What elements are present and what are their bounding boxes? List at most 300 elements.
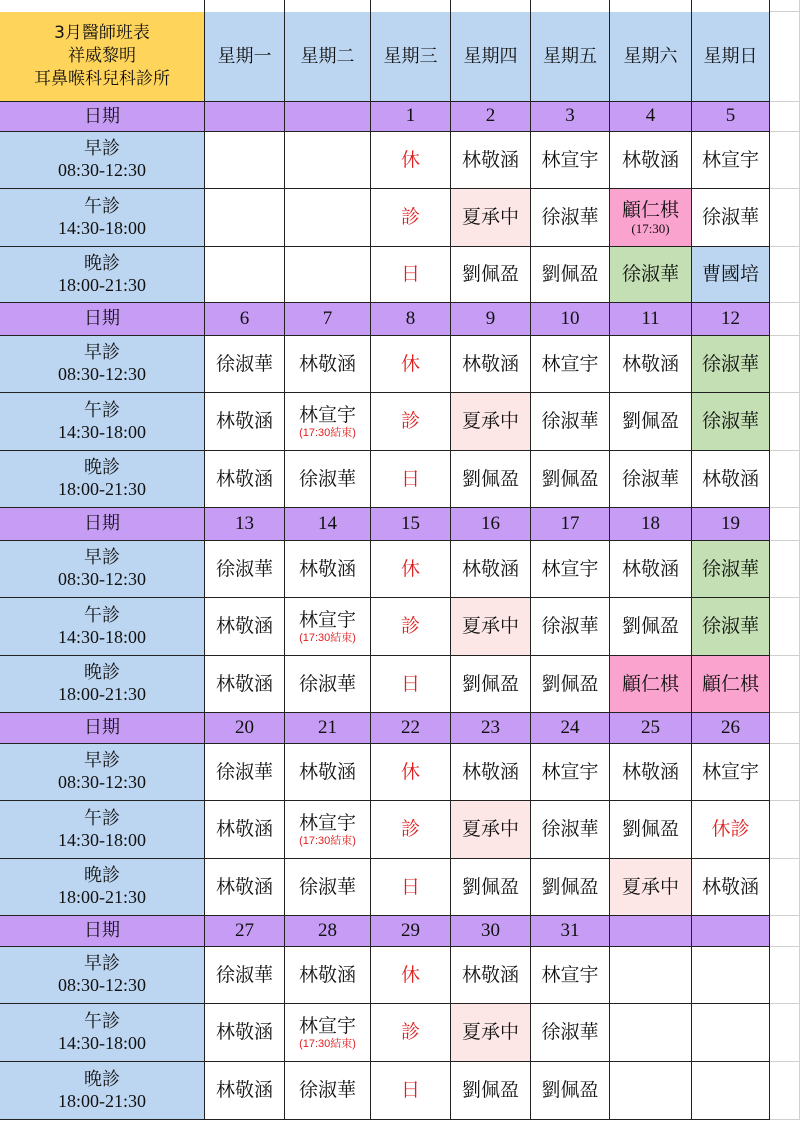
doctor-name: 劉佩盈 bbox=[461, 467, 519, 490]
doctor-cell[interactable] bbox=[610, 336, 692, 393]
doctor-name: 徐淑華 bbox=[215, 557, 273, 580]
session-time: 08:30-12:30 bbox=[58, 160, 146, 180]
doctor-name: 林敬涵 bbox=[215, 818, 273, 841]
doctor-cell[interactable] bbox=[692, 393, 770, 451]
title-line: 祥威黎明 bbox=[68, 46, 136, 67]
empty-cell bbox=[770, 451, 800, 508]
session-time: 08:30-12:30 bbox=[58, 569, 146, 589]
doctor-cell[interactable] bbox=[451, 1062, 531, 1120]
doctor-name: 徐淑華 bbox=[541, 206, 599, 229]
doctor-name: 林敬涵 bbox=[461, 963, 519, 986]
weekday-header[interactable]: 星期四 bbox=[451, 12, 531, 102]
doctor-name: 夏承中 bbox=[461, 206, 519, 229]
doctor-name: 林敬涵 bbox=[215, 672, 273, 695]
session-time: 08:30-12:30 bbox=[58, 772, 146, 792]
doctor-cell[interactable] bbox=[285, 189, 371, 247]
doctor-cell[interactable] bbox=[371, 1004, 451, 1062]
session-label[interactable] bbox=[0, 247, 205, 303]
doctor-cell[interactable] bbox=[371, 1062, 451, 1120]
date-cell[interactable]: 17 bbox=[531, 508, 610, 541]
doctor-name: 徐淑華 bbox=[541, 1021, 599, 1044]
session-name: 早診 bbox=[84, 750, 120, 772]
doctor-name: 林敬涵 bbox=[621, 557, 679, 580]
date-cell[interactable]: 11 bbox=[610, 303, 692, 336]
doctor-name: 診 bbox=[400, 818, 420, 841]
doctor-name: 劉佩盈 bbox=[461, 263, 519, 286]
date-cell[interactable]: 8 bbox=[371, 303, 451, 336]
doctor-cell[interactable] bbox=[285, 1004, 371, 1062]
doctor-name: 徐淑華 bbox=[215, 963, 273, 986]
empty-cell bbox=[770, 801, 800, 859]
session-time: 18:00-21:30 bbox=[58, 887, 146, 907]
doctor-name: 徐淑華 bbox=[621, 263, 679, 286]
session-name: 午診 bbox=[84, 807, 120, 829]
shift-note: (17:30結束) bbox=[299, 834, 356, 847]
doctor-name: 林宣宇 bbox=[541, 557, 599, 580]
doctor-cell[interactable] bbox=[451, 1004, 531, 1062]
date-cell[interactable]: 27 bbox=[205, 916, 285, 947]
date-cell[interactable]: 13 bbox=[205, 508, 285, 541]
doctor-name: 林宣宇 bbox=[298, 404, 356, 427]
doctor-cell[interactable] bbox=[371, 541, 451, 598]
session-label[interactable] bbox=[0, 451, 205, 508]
date-cell[interactable]: 19 bbox=[692, 508, 770, 541]
doctor-cell[interactable] bbox=[205, 541, 285, 598]
doctor-cell[interactable] bbox=[371, 393, 451, 451]
session-name: 晚診 bbox=[84, 457, 120, 479]
session-name: 早診 bbox=[84, 138, 120, 160]
doctor-name: 徐淑華 bbox=[298, 1079, 356, 1102]
date-cell[interactable]: 10 bbox=[531, 303, 610, 336]
doctor-cell[interactable] bbox=[285, 744, 371, 801]
doctor-cell[interactable] bbox=[371, 336, 451, 393]
date-cell[interactable]: 2 bbox=[451, 102, 531, 132]
doctor-name: 徐淑華 bbox=[701, 557, 759, 580]
doctor-name: 劉佩盈 bbox=[541, 467, 599, 490]
empty-cell bbox=[770, 598, 800, 656]
session-label[interactable] bbox=[0, 393, 205, 451]
doctor-cell[interactable] bbox=[285, 656, 371, 713]
doctor-name: 林敬涵 bbox=[621, 352, 679, 375]
doctor-name: 徐淑華 bbox=[701, 352, 759, 375]
doctor-name: 劉佩盈 bbox=[461, 672, 519, 695]
date-cell[interactable] bbox=[692, 916, 770, 947]
doctor-cell[interactable] bbox=[371, 859, 451, 916]
doctor-cell[interactable] bbox=[531, 1062, 610, 1120]
doctor-cell[interactable] bbox=[205, 859, 285, 916]
doctor-name: 林宣宇 bbox=[298, 1015, 356, 1038]
doctor-cell[interactable] bbox=[451, 189, 531, 247]
session-name: 早診 bbox=[84, 953, 120, 975]
doctor-name: 徐淑華 bbox=[298, 467, 356, 490]
date-cell[interactable]: 31 bbox=[531, 916, 610, 947]
doctor-cell[interactable] bbox=[371, 451, 451, 508]
doctor-cell[interactable] bbox=[692, 598, 770, 656]
top-gridline-cell bbox=[610, 0, 692, 12]
doctor-cell[interactable] bbox=[205, 801, 285, 859]
date-cell[interactable] bbox=[205, 102, 285, 132]
doctor-name: 林宣宇 bbox=[541, 352, 599, 375]
doctor-cell[interactable] bbox=[610, 247, 692, 303]
doctor-cell[interactable] bbox=[205, 393, 285, 451]
doctor-cell[interactable] bbox=[531, 1004, 610, 1062]
doctor-cell[interactable] bbox=[610, 859, 692, 916]
doctor-name: 林宣宇 bbox=[701, 148, 759, 171]
session-label[interactable] bbox=[0, 336, 205, 393]
doctor-cell[interactable] bbox=[531, 336, 610, 393]
doctor-cell[interactable] bbox=[610, 1062, 692, 1120]
doctor-cell[interactable] bbox=[531, 247, 610, 303]
doctor-cell[interactable] bbox=[692, 1062, 770, 1120]
doctor-cell[interactable] bbox=[451, 336, 531, 393]
empty-cell bbox=[770, 102, 800, 132]
doctor-cell[interactable] bbox=[285, 859, 371, 916]
session-name: 午診 bbox=[84, 195, 120, 217]
doctor-name: 劉佩盈 bbox=[621, 615, 679, 638]
doctor-cell[interactable] bbox=[451, 656, 531, 713]
doctor-name: 林宣宇 bbox=[541, 148, 599, 171]
doctor-cell[interactable] bbox=[205, 598, 285, 656]
doctor-name: 劉佩盈 bbox=[541, 875, 599, 898]
doctor-cell[interactable] bbox=[531, 947, 610, 1004]
date-cell[interactable]: 26 bbox=[692, 713, 770, 744]
date-row-label[interactable]: 日期 bbox=[0, 508, 205, 541]
empty-cell bbox=[770, 541, 800, 598]
doctor-cell[interactable] bbox=[610, 598, 692, 656]
date-cell[interactable]: 16 bbox=[451, 508, 531, 541]
empty-cell bbox=[770, 1004, 800, 1062]
doctor-cell[interactable] bbox=[610, 541, 692, 598]
doctor-name: 診 bbox=[400, 1021, 420, 1044]
shift-note: (17:30結束) bbox=[299, 1037, 356, 1050]
shift-note: (17:30) bbox=[631, 220, 670, 236]
weekday-header[interactable]: 星期三 bbox=[371, 12, 451, 102]
weekday-header[interactable]: 星期六 bbox=[610, 12, 692, 102]
doctor-name: 林敬涵 bbox=[621, 148, 679, 171]
empty-cell bbox=[770, 247, 800, 303]
doctor-name: 林敬涵 bbox=[701, 467, 759, 490]
doctor-cell[interactable] bbox=[451, 451, 531, 508]
doctor-name: 劉佩盈 bbox=[461, 1079, 519, 1102]
empty-cell bbox=[770, 132, 800, 189]
doctor-cell[interactable] bbox=[205, 189, 285, 247]
empty-cell bbox=[770, 713, 800, 744]
doctor-cell[interactable] bbox=[692, 947, 770, 1004]
date-cell[interactable]: 9 bbox=[451, 303, 531, 336]
session-time: 18:00-21:30 bbox=[58, 684, 146, 704]
top-gridline-cell bbox=[371, 0, 451, 12]
empty-cell bbox=[770, 508, 800, 541]
doctor-cell[interactable] bbox=[451, 598, 531, 656]
doctor-name: 日 bbox=[400, 672, 420, 695]
doctor-cell[interactable] bbox=[692, 541, 770, 598]
date-cell[interactable]: 14 bbox=[285, 508, 371, 541]
weekday-header[interactable]: 星期一 bbox=[205, 12, 285, 102]
doctor-cell[interactable] bbox=[531, 859, 610, 916]
doctor-name: 診 bbox=[400, 410, 420, 433]
doctor-cell[interactable] bbox=[610, 393, 692, 451]
doctor-cell[interactable] bbox=[285, 1062, 371, 1120]
date-cell[interactable]: 24 bbox=[531, 713, 610, 744]
doctor-cell[interactable] bbox=[692, 189, 770, 247]
doctor-cell[interactable] bbox=[371, 656, 451, 713]
top-gridline-cell bbox=[531, 0, 610, 12]
empty-cell bbox=[770, 12, 800, 102]
session-label[interactable] bbox=[0, 656, 205, 713]
doctor-cell[interactable] bbox=[610, 656, 692, 713]
date-cell[interactable]: 7 bbox=[285, 303, 371, 336]
doctor-name: 劉佩盈 bbox=[621, 410, 679, 433]
doctor-name: 徐淑華 bbox=[701, 615, 759, 638]
doctor-cell[interactable] bbox=[610, 451, 692, 508]
date-cell[interactable]: 25 bbox=[610, 713, 692, 744]
doctor-cell[interactable] bbox=[205, 336, 285, 393]
doctor-name: 林敬涵 bbox=[701, 875, 759, 898]
doctor-name: 林敬涵 bbox=[215, 875, 273, 898]
doctor-name: 劉佩盈 bbox=[541, 1079, 599, 1102]
doctor-cell[interactable] bbox=[692, 247, 770, 303]
top-gridline-cell bbox=[0, 0, 205, 12]
doctor-name: 劉佩盈 bbox=[541, 672, 599, 695]
doctor-cell[interactable] bbox=[371, 801, 451, 859]
date-cell[interactable]: 5 bbox=[692, 102, 770, 132]
doctor-cell[interactable] bbox=[205, 656, 285, 713]
doctor-cell[interactable] bbox=[531, 393, 610, 451]
doctor-cell[interactable] bbox=[205, 132, 285, 189]
doctor-name: 徐淑華 bbox=[298, 875, 356, 898]
doctor-cell[interactable] bbox=[451, 801, 531, 859]
date-cell[interactable]: 12 bbox=[692, 303, 770, 336]
schedule-title[interactable] bbox=[0, 12, 205, 102]
doctor-cell[interactable] bbox=[451, 393, 531, 451]
session-time: 14:30-18:00 bbox=[58, 217, 146, 238]
doctor-cell[interactable] bbox=[692, 859, 770, 916]
doctor-name: 顧仁棋 bbox=[621, 672, 679, 695]
doctor-cell[interactable] bbox=[205, 247, 285, 303]
doctor-cell[interactable] bbox=[692, 1004, 770, 1062]
doctor-cell[interactable] bbox=[531, 451, 610, 508]
date-cell[interactable]: 6 bbox=[205, 303, 285, 336]
doctor-cell[interactable] bbox=[692, 451, 770, 508]
doctor-cell[interactable] bbox=[285, 132, 371, 189]
date-cell[interactable]: 21 bbox=[285, 713, 371, 744]
doctor-cell[interactable] bbox=[692, 656, 770, 713]
session-time: 14:30-18:00 bbox=[58, 1032, 146, 1053]
date-cell[interactable] bbox=[610, 916, 692, 947]
doctor-name: 日 bbox=[400, 467, 420, 490]
doctor-cell[interactable] bbox=[692, 336, 770, 393]
date-row-label[interactable]: 日期 bbox=[0, 713, 205, 744]
session-label[interactable] bbox=[0, 189, 205, 247]
doctor-cell[interactable] bbox=[610, 189, 692, 247]
doctor-cell[interactable] bbox=[531, 598, 610, 656]
session-time: 08:30-12:30 bbox=[58, 364, 146, 384]
date-cell[interactable]: 29 bbox=[371, 916, 451, 947]
date-row-label[interactable]: 日期 bbox=[0, 916, 205, 947]
doctor-cell[interactable] bbox=[205, 744, 285, 801]
doctor-name: 日 bbox=[400, 263, 420, 286]
empty-cell bbox=[770, 1062, 800, 1120]
doctor-cell[interactable] bbox=[285, 451, 371, 508]
empty-cell bbox=[770, 859, 800, 916]
date-cell[interactable]: 22 bbox=[371, 713, 451, 744]
doctor-cell[interactable] bbox=[451, 744, 531, 801]
doctor-name: 診 bbox=[400, 615, 420, 638]
top-gridline-cell bbox=[285, 0, 371, 12]
doctor-cell[interactable] bbox=[531, 541, 610, 598]
date-cell[interactable]: 3 bbox=[531, 102, 610, 132]
empty-cell bbox=[770, 393, 800, 451]
doctor-cell[interactable] bbox=[610, 801, 692, 859]
doctor-cell[interactable] bbox=[451, 132, 531, 189]
doctor-name: 日 bbox=[400, 1079, 420, 1102]
doctor-name: 林敬涵 bbox=[298, 760, 356, 783]
doctor-cell[interactable] bbox=[610, 744, 692, 801]
doctor-name: 林宣宇 bbox=[298, 609, 356, 632]
doctor-cell[interactable] bbox=[451, 947, 531, 1004]
date-cell[interactable]: 23 bbox=[451, 713, 531, 744]
session-label[interactable] bbox=[0, 947, 205, 1004]
top-gridline-cell bbox=[770, 0, 800, 12]
empty-cell bbox=[770, 744, 800, 801]
empty-cell bbox=[770, 303, 800, 336]
empty-cell bbox=[770, 189, 800, 247]
doctor-name: 林宣宇 bbox=[701, 760, 759, 783]
doctor-cell[interactable] bbox=[692, 132, 770, 189]
doctor-name: 劉佩盈 bbox=[541, 263, 599, 286]
doctor-cell[interactable] bbox=[692, 744, 770, 801]
doctor-cell[interactable] bbox=[371, 132, 451, 189]
doctor-name: 林敬涵 bbox=[215, 1021, 273, 1044]
top-gridline-cell bbox=[451, 0, 531, 12]
date-row-label[interactable]: 日期 bbox=[0, 102, 205, 132]
session-time: 14:30-18:00 bbox=[58, 829, 146, 850]
doctor-cell[interactable] bbox=[285, 947, 371, 1004]
session-name: 午診 bbox=[84, 399, 120, 421]
top-gridline-cell bbox=[205, 0, 285, 12]
doctor-cell[interactable] bbox=[205, 451, 285, 508]
doctor-cell[interactable] bbox=[531, 132, 610, 189]
title-line: 3月醫師班表 bbox=[54, 23, 150, 44]
doctor-cell[interactable] bbox=[371, 598, 451, 656]
doctor-cell[interactable] bbox=[285, 247, 371, 303]
doctor-cell[interactable] bbox=[371, 247, 451, 303]
date-row-label[interactable]: 日期 bbox=[0, 303, 205, 336]
doctor-name: 休 bbox=[400, 760, 420, 783]
session-time: 08:30-12:30 bbox=[58, 975, 146, 995]
weekday-header[interactable]: 星期日 bbox=[692, 12, 770, 102]
session-label[interactable] bbox=[0, 598, 205, 656]
doctor-cell[interactable] bbox=[531, 801, 610, 859]
doctor-cell[interactable] bbox=[205, 1062, 285, 1120]
doctor-name: 林敬涵 bbox=[215, 615, 273, 638]
doctor-cell[interactable] bbox=[205, 1004, 285, 1062]
shift-note: (17:30結束) bbox=[299, 426, 356, 439]
doctor-cell[interactable] bbox=[451, 859, 531, 916]
doctor-cell[interactable] bbox=[692, 801, 770, 859]
session-label[interactable] bbox=[0, 801, 205, 859]
doctor-cell[interactable] bbox=[610, 947, 692, 1004]
doctor-cell[interactable] bbox=[371, 947, 451, 1004]
doctor-cell[interactable] bbox=[451, 247, 531, 303]
doctor-name: 徐淑華 bbox=[621, 467, 679, 490]
session-label[interactable] bbox=[0, 1062, 205, 1120]
doctor-name: 夏承中 bbox=[461, 1021, 519, 1044]
date-cell[interactable] bbox=[285, 102, 371, 132]
doctor-name: 徐淑華 bbox=[541, 615, 599, 638]
session-label[interactable] bbox=[0, 859, 205, 916]
doctor-name: 徐淑華 bbox=[215, 352, 273, 375]
doctor-cell[interactable] bbox=[610, 132, 692, 189]
doctor-name: 休 bbox=[400, 352, 420, 375]
doctor-name: 林敬涵 bbox=[215, 410, 273, 433]
doctor-name: 顧仁棋 bbox=[701, 672, 759, 695]
doctor-cell[interactable] bbox=[205, 947, 285, 1004]
date-cell[interactable]: 15 bbox=[371, 508, 451, 541]
doctor-name: 休 bbox=[400, 148, 420, 171]
doctor-cell[interactable] bbox=[285, 541, 371, 598]
weekday-header[interactable]: 星期二 bbox=[285, 12, 371, 102]
doctor-cell[interactable] bbox=[285, 598, 371, 656]
date-cell[interactable]: 30 bbox=[451, 916, 531, 947]
session-time: 18:00-21:30 bbox=[58, 1090, 146, 1111]
doctor-name: 夏承中 bbox=[461, 410, 519, 433]
doctor-cell[interactable] bbox=[371, 744, 451, 801]
date-cell[interactable]: 1 bbox=[371, 102, 451, 132]
title-line: 耳鼻喉科兒科診所 bbox=[34, 68, 170, 89]
doctor-cell[interactable] bbox=[371, 189, 451, 247]
doctor-cell[interactable] bbox=[285, 393, 371, 451]
doctor-cell[interactable] bbox=[451, 541, 531, 598]
doctor-cell[interactable] bbox=[531, 656, 610, 713]
session-time: 18:00-21:30 bbox=[58, 479, 146, 499]
session-name: 早診 bbox=[84, 342, 120, 364]
session-name: 午診 bbox=[84, 1010, 120, 1032]
session-label[interactable] bbox=[0, 132, 205, 189]
doctor-name: 林宣宇 bbox=[541, 963, 599, 986]
session-name: 晚診 bbox=[84, 252, 120, 274]
doctor-name: 徐淑華 bbox=[215, 760, 273, 783]
doctor-name: 夏承中 bbox=[461, 615, 519, 638]
doctor-name: 徐淑華 bbox=[541, 818, 599, 841]
doctor-cell[interactable] bbox=[285, 801, 371, 859]
session-label[interactable] bbox=[0, 744, 205, 801]
weekday-header[interactable]: 星期五 bbox=[531, 12, 610, 102]
doctor-name: 曹國培 bbox=[701, 263, 759, 286]
date-cell[interactable]: 18 bbox=[610, 508, 692, 541]
session-label[interactable] bbox=[0, 541, 205, 598]
date-cell[interactable]: 4 bbox=[610, 102, 692, 132]
doctor-name: 林敬涵 bbox=[461, 557, 519, 580]
empty-cell bbox=[770, 336, 800, 393]
empty-cell bbox=[770, 947, 800, 1004]
session-label[interactable] bbox=[0, 1004, 205, 1062]
date-cell[interactable]: 20 bbox=[205, 713, 285, 744]
top-gridline-cell bbox=[692, 0, 770, 12]
date-cell[interactable]: 28 bbox=[285, 916, 371, 947]
doctor-cell[interactable] bbox=[285, 336, 371, 393]
doctor-cell[interactable] bbox=[531, 744, 610, 801]
session-time: 14:30-18:00 bbox=[58, 626, 146, 647]
doctor-name: 夏承中 bbox=[461, 818, 519, 841]
doctor-cell[interactable] bbox=[610, 1004, 692, 1062]
doctor-cell[interactable] bbox=[531, 189, 610, 247]
session-time: 14:30-18:00 bbox=[58, 421, 146, 442]
doctor-name: 林敬涵 bbox=[215, 467, 273, 490]
doctor-name: 林宣宇 bbox=[298, 812, 356, 835]
session-time: 18:00-21:30 bbox=[58, 274, 146, 295]
doctor-name: 林敬涵 bbox=[461, 760, 519, 783]
